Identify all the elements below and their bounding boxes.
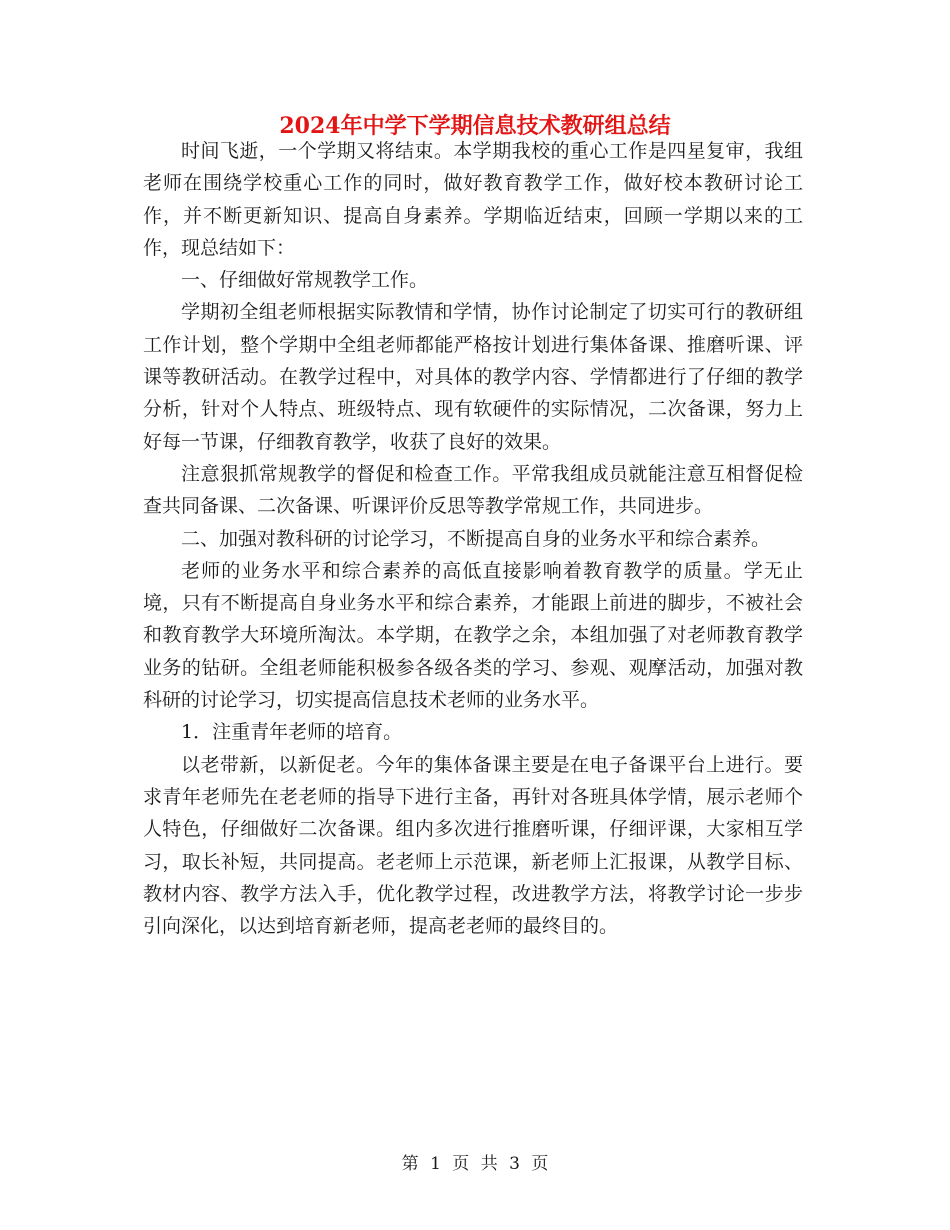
document-body (143, 135, 803, 942)
page-footer: 第 1 页 共 3 页 (401, 1154, 549, 1174)
section-heading-2: 二、加强对教科研的讨论学习，不断提高自身的业务水平和综合素养。 (181, 527, 771, 550)
document-title: 2024年中学下学期信息技术教研组总结 (279, 113, 671, 139)
paragraph-routine-teaching: 学期初全组老师根据实际教情和学情，协作讨论制定了切实可行的教研组工作计划，整个学期中全组老师都能严格按计划进行集体备课、推磨听课、评课等教研活动。在教学过程中，对具体的教学内容、学情都进行了仔细的教学分析，针对个人特点、班级特点、现有软硬件的实际情况，二次备课，努力上好每一节课，仔细教育教学，收获了良好的效果。 (143, 301, 803, 453)
paragraph-professional-level: 老师的业务水平和综合素养的高低直接影响着教育教学的质量。学无止境，只有不断提高自身业务水平和综合素养，才能跟上前进的脚步，不被社会和教育教学大环境所淘汰。本学期，在教学之余，本组加强了对老师教育教学业务的钻研。全组老师能积极参各级各类的学习、参观、观摩活动，加强对教科研的讨论学习，切实提高信息技术老师的业务水平。 (143, 559, 803, 712)
paragraph-supervision: 注意狠抓常规教学的督促和检查工作。平常我组成员就能注意互相督促检查共同备课、二次备课、听课评价反思等教学常规工作，共同进步。 (143, 462, 803, 518)
paragraph-young-teachers: 以老带新，以新促老。今年的集体备课主要是在电子备课平台上进行。要求青年老师先在老老师的指导下进行主备，再针对各班具体学情，展示老师个人特色，仔细做好二次备课。组内多次进行推磨听课，仔细评课，大家相互学习，取长补短，共同提高。老老师上示范课，新老师上汇报课，从教学目标、教材内容、教学方法入手，优化教学过程，改进教学方法，将教学讨论一步步引向深化，以达到培育新老师，提高老老师的最终目的。 (143, 753, 803, 938)
section-heading-1: 一、仔细做好常规教学工作。 (181, 269, 429, 292)
subsection-heading-1: 1．注重青年老师的培育。 (181, 721, 403, 744)
paragraph-intro: 时间飞逝，一个学期又将结束。本学期我校的重心工作是四星复审，我组老师在围绕学校重心工作的同时，做好教育教学工作，做好校本教研讨论工作，并不断更新知识、提高自身素养。学期临近结束，回顾一学期以来的工作，现总结如下： (143, 140, 803, 259)
